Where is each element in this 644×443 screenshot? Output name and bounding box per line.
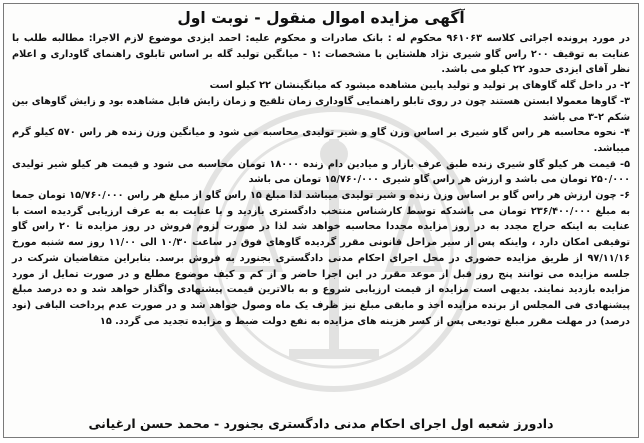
notice-paragraph-6: ۶- چون ارزش هر راس گاو بر اساس وزن زنده و شیر تولیدی میباشد لذا مبلغ ۱۵ راس گاو از مبلغ هر راس ۱۵/۷۶۰/۰۰۰ تومان جمعا به مبلغ ۲۳۶/۴۰۰/۰۰۰ تومان می باشدکه توسط کارشناس منتخب دادگستری بازدید و با عنایت به به عرف ارزیابی گردیده است با عنایت به اینکه حراج مجدد به در روز مزایده مجددا محاسبه خواهد شد لذا در صورت لزوم فروش در روز مزایده تا ۲۰ راس گاو توقیفی امکان دارد ، واینکه پس از سیر مراحل قانونی مقرر گردیده گاوهای فوق در ساعت ۱۰/۳۰ الی ۱۱/۰۰ روز سه شنبه مورخ ۹۷/۱۱/۱۶ از طریق مزایده حضوری در محل اجرای احکام مدنی دادگستری بجنورد به فروش برسد. بنابراین متقاضیان شرکت در جلسه مزایده می توانند پنج روز قبل از موعد مقرر در این اجرا حاضر و از کم و کیف موضوع مطلع و در صورت تمایل از مورد مزایده بازدید نمایند. بدیهی است مزایده از قیمت ارزیابی شروع و به بالاترین قیمت پیشنهادی واگذار خواهد شد و ده درصد مبلغ پیشنهادی فی المجلس از برنده مزایده اخذ و مابقی مبلغ نیز ظرف یک ماه وصول خواهد شد و در صورت عدم پرداخت الباقی (نود درصد) در مهلت مقرر مبلغ تودیعی پس از کسر هزینه های مزایده به نفع دولت ضبط و مزایده تجدید می گردد. ۱۵ xyxy=(12,190,630,327)
notice-signature: دادورز شعبه اول اجرای احکام مدنی دادگستری بجنورد - محمد حسن ارغیانی xyxy=(88,416,554,431)
notice-paragraph-1: در مورد پرونده اجرائی کلاسه ۹۶۱۰۶۳ محکوم له : بانک صادرات و محکوم علیه: احمد ایزدی موضوع لازم الاجرا: مطالبه طلب با عنایت به توقیف ۲۰۰ راس گاو شیری نژاد هلشتاین با مشخصات :۱ - میانگین تولید گله بر اساس تابلوی راهنمای گاوداری و اعلام نظر آقای ایزدی حدود ۲۲ کیلو می باشد. xyxy=(12,33,631,76)
notice-paragraph-5: ۵- قیمت هر کیلو گاو شیری زنده طبق عرف بازار و میادین دام زنده ۱۸۰۰۰ تومان محاسبه می شود و قیمت هر کیلو شیر تولیدی ۲۵۰/۰۰۰ تومان می باشد و ارزش هر راس گاو شیری ۱۵/۷۶۰/۰۰۰ تومان می باشد xyxy=(12,158,630,186)
notice-paragraph-4: ۴- نحوه محاسبه هر راس گاو شیری بر اساس وزن گاو و شیر تولیدی محاسبه می شود و میانگین وزن زنده هر راس ۵۷۰ کیلو گرم میباشد. xyxy=(12,127,631,154)
notice-frame xyxy=(3,3,639,438)
notice-paragraph-2: ۲- در داخل گله گاوهای پر تولید و تولید پایین مشاهده میشود که میانگینشان ۲۲ کیلو است xyxy=(209,80,630,92)
notice-title: آگهی مزایده اموال منقول - نوبت اول xyxy=(177,9,465,27)
notice-body xyxy=(12,31,630,329)
notice-paragraph-3: ۳- گاوها معمولا ابستن هستند چون در روی تابلو راهنمایی گاوداری زمان تلقیح و زمان زایش قابل مشاهده بود و زایش گاوهای بین شکم ۲-۳ می باشد xyxy=(12,95,630,123)
